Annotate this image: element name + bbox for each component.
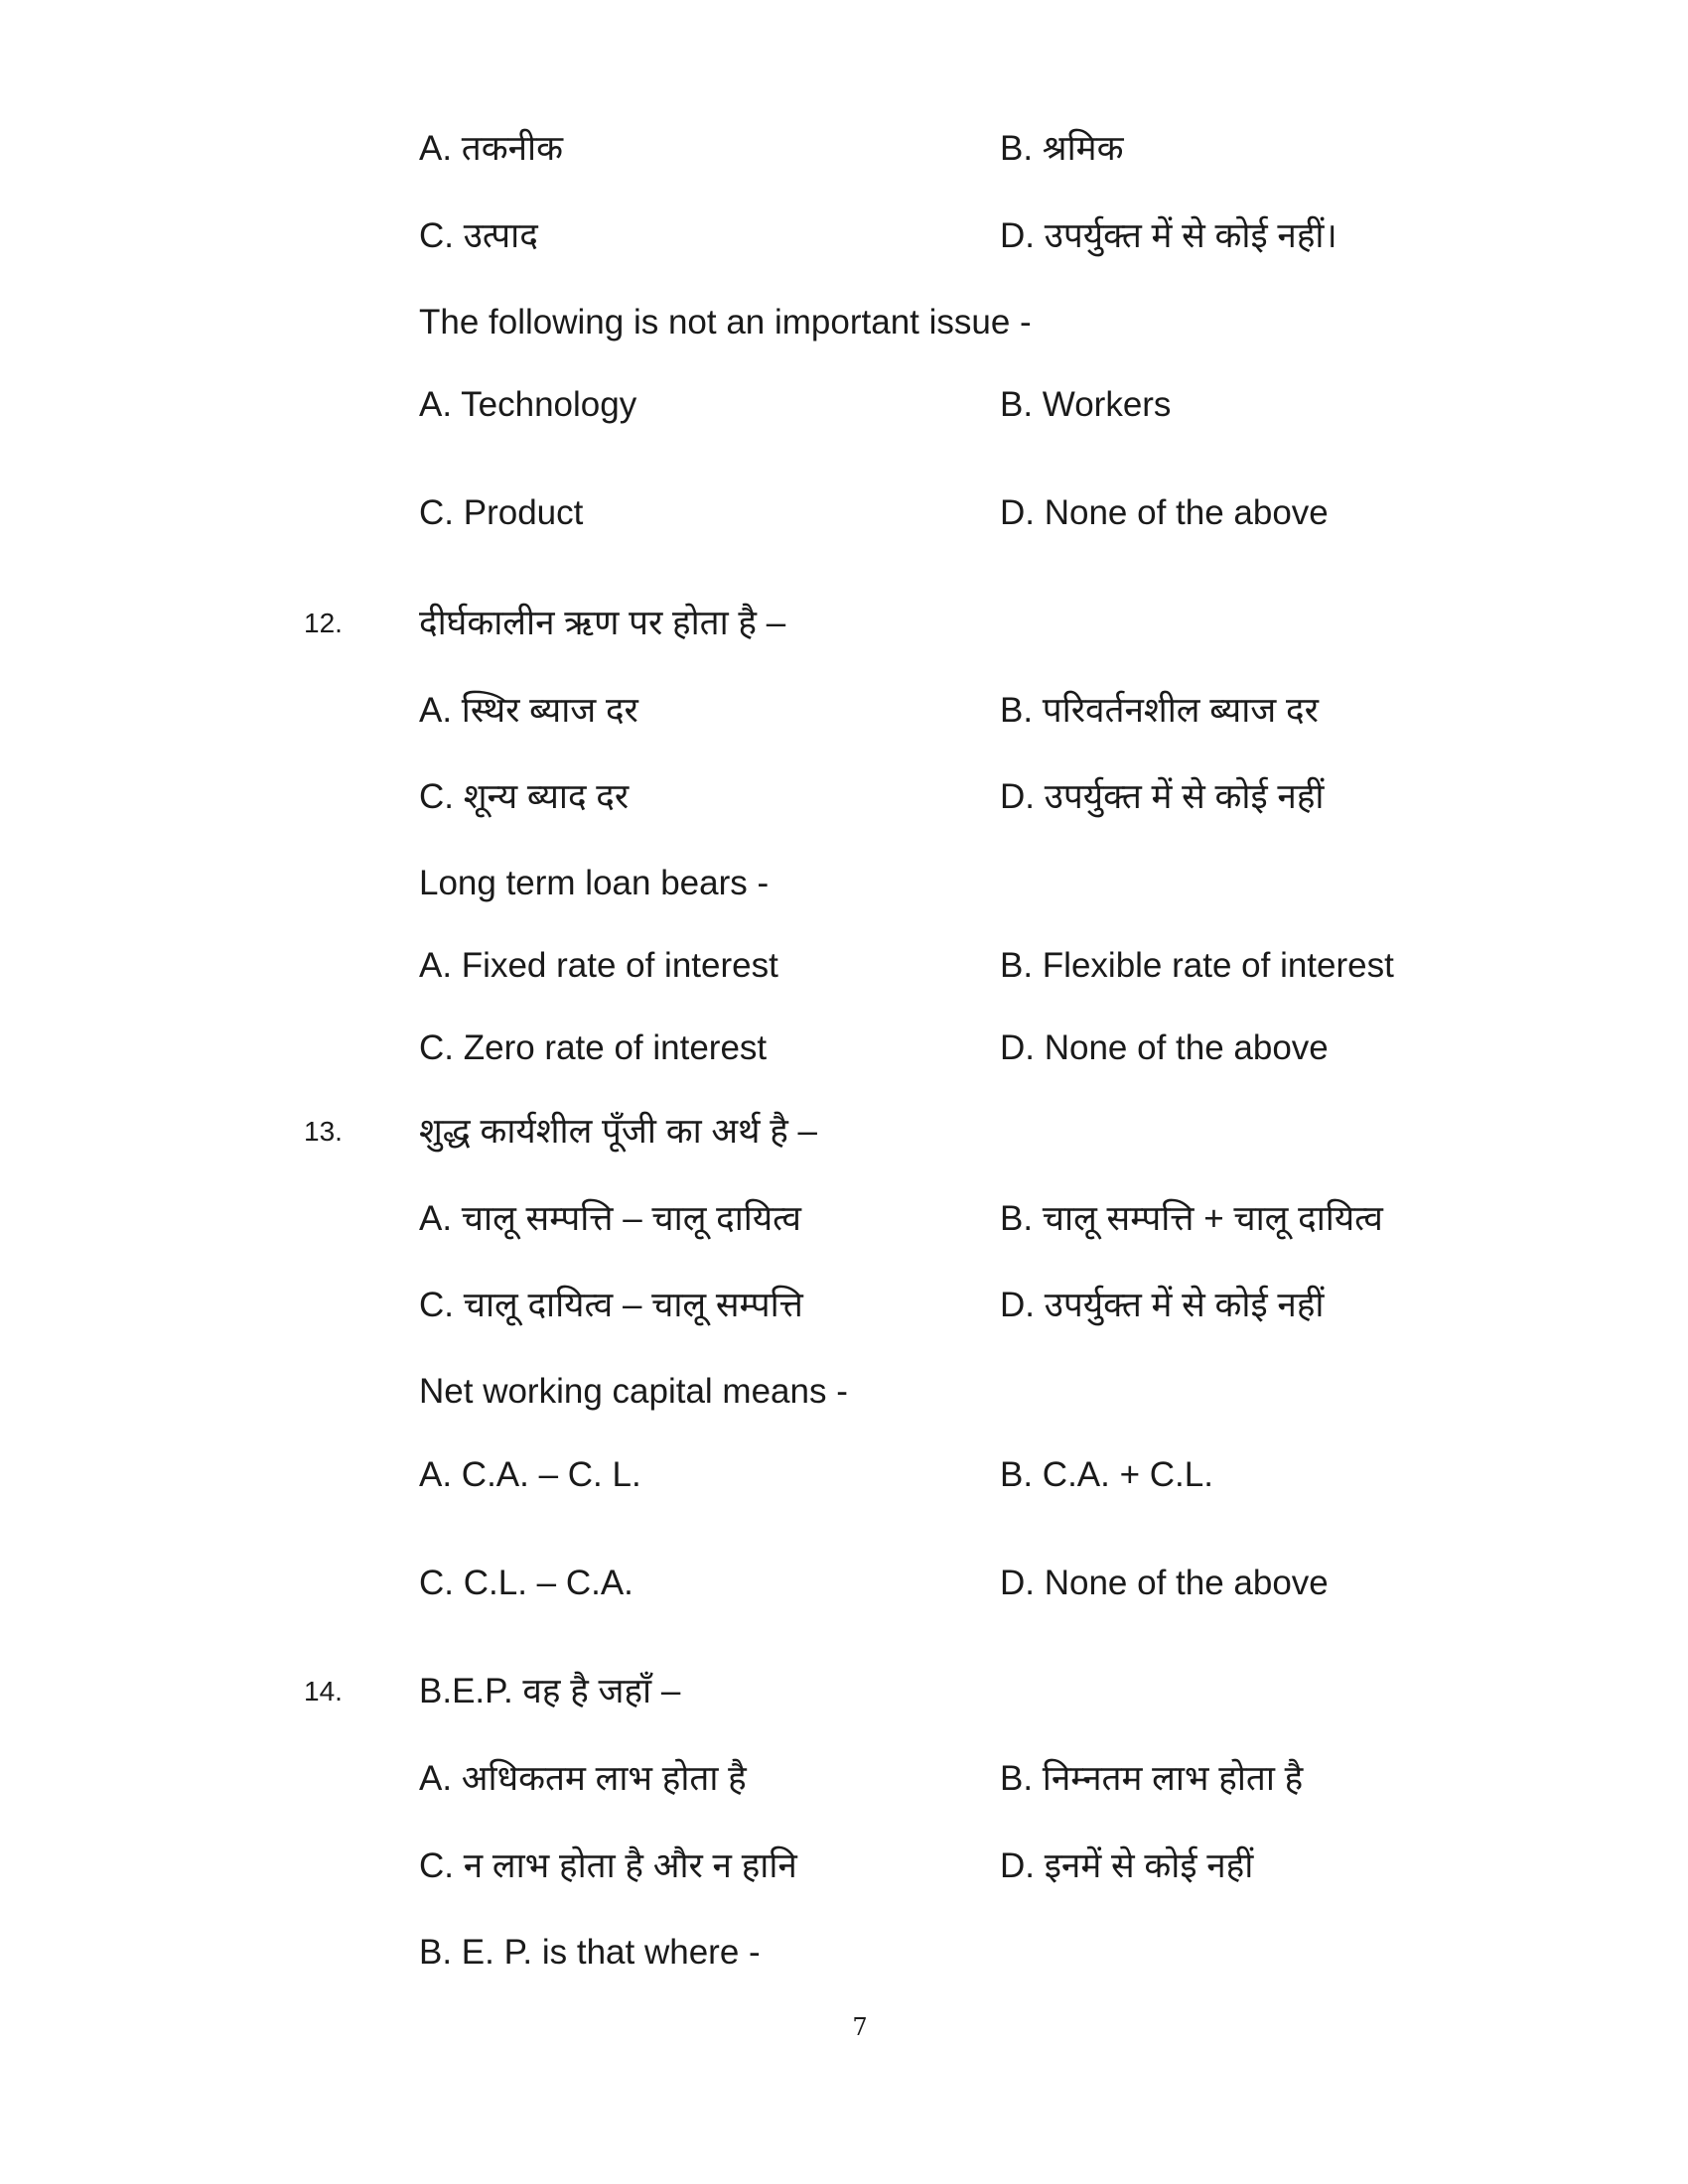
q13-hi-question: शुद्ध कार्यशील पूँजी का अर्थ है – [419,1112,817,1151]
q14-en-question-row [0,1923,1688,1982]
q12-en-option-d: D. None of the above [1000,1028,1329,1067]
q13-en-question-row [0,1362,1688,1422]
q12-hi-question: दीर्घकालीन ऋण पर होता है – [419,604,786,642]
q13-hi-option-b: B. चालू सम्पत्ति + चालू दायित्व [1000,1199,1383,1238]
q12-en-option-b: B. Flexible rate of interest [1000,946,1394,985]
q12-hi-option-a: A. स्थिर ब्याज दर [419,691,638,730]
q12-hi-option-c: C. शून्य ब्याद दर [419,777,630,816]
q13-hi-option-c: C. चालू दायित्व – चालू सम्पत्ति [419,1286,803,1324]
page-number: 7 [852,2013,868,2041]
q14-hi-question: B.E.P. वह है जहाँ – [419,1672,681,1710]
q11-en-option-d: D. None of the above [1000,493,1329,532]
q13-en-options-row-1 [0,1445,1688,1505]
q11-en-option-c: C. Product [419,493,584,532]
q12-en-option-a: A. Fixed rate of interest [419,946,778,985]
q11-hi-option-a: A. तकनीक [419,129,563,168]
q12-en-question: Long term loan bears - [419,864,770,902]
q11-hi-option-b: B. श्रमिक [1000,129,1124,168]
q12-en-options-row-1 [0,936,1688,996]
q12-hi-question-row [0,594,1688,653]
q12-hi-option-d: D. उपर्युक्त में से कोई नहीं [1000,777,1325,816]
q14-number: 14. [304,1676,343,1706]
q12-en-option-c: C. Zero rate of interest [419,1028,768,1067]
q14-en-question: B. E. P. is that where - [419,1933,761,1972]
q11-hi-option-d: D. उपर्युक्त में से कोई नहीं। [1000,216,1337,255]
q14-hi-option-d: D. इनमें से कोई नहीं [1000,1846,1254,1885]
q14-hi-options-row-2 [0,1837,1688,1896]
q12-hi-options-row-1 [0,681,1688,741]
q13-hi-question-row [0,1102,1688,1161]
q13-en-option-d: D. None of the above [1000,1564,1329,1602]
q14-hi-option-c: C. न लाभ होता है और न हानि [419,1846,797,1885]
q13-en-option-b: B. C.A. + C.L. [1000,1455,1213,1494]
q13-hi-option-d: D. उपर्युक्त में से कोई नहीं [1000,1286,1325,1324]
q13-hi-option-a: A. चालू सम्पत्ति – चालू दायित्व [419,1199,801,1238]
q11-en-question: The following is not an important issue - [419,303,1032,341]
q11-en-options-row-1 [0,375,1688,435]
q13-en-option-c: C. C.L. – C.A. [419,1564,633,1602]
q13-en-question: Net working capital means - [419,1372,848,1411]
q14-hi-options-row-1 [0,1749,1688,1809]
q11-en-question-row [0,293,1688,352]
q13-number: 13. [304,1116,343,1147]
q14-hi-question-row [0,1662,1688,1721]
q14-hi-option-a: A. अधिकतम लाभ होता है [419,1759,747,1798]
q13-en-option-a: A. C.A. – C. L. [419,1455,641,1494]
q11-hi-option-c: C. उत्पाद [419,216,538,255]
q11-hi-options-row-1 [0,119,1688,179]
q14-hi-option-b: B. निम्नतम लाभ होता है [1000,1759,1304,1798]
q11-en-options-row-2 [0,483,1688,543]
q11-en-option-a: A. Technology [419,385,637,424]
q12-en-options-row-2 [0,1019,1688,1078]
q12-en-question-row [0,854,1688,913]
q13-en-options-row-2 [0,1554,1688,1613]
q11-en-option-b: B. Workers [1000,385,1172,424]
q12-hi-options-row-2 [0,767,1688,827]
q12-number: 12. [304,608,343,638]
q13-hi-options-row-2 [0,1276,1688,1335]
q13-hi-options-row-1 [0,1189,1688,1249]
q11-hi-options-row-2 [0,206,1688,266]
q12-hi-option-b: B. परिवर्तनशील ब्याज दर [1000,691,1319,730]
